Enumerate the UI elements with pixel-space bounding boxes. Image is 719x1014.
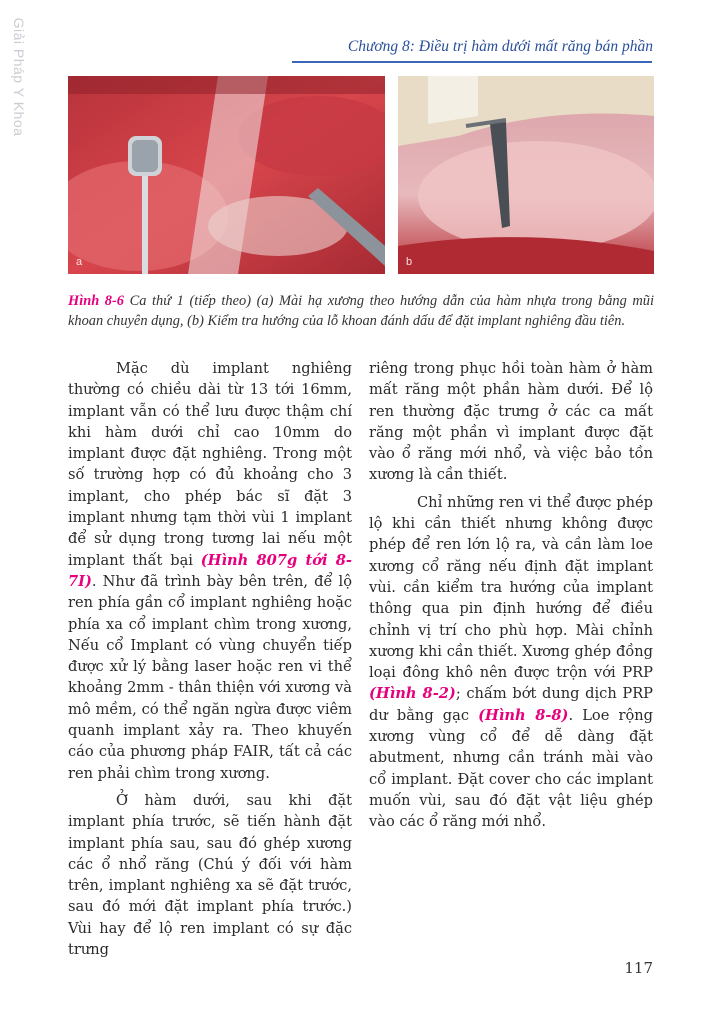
figure-reference-link[interactable]: (Hình 8-2) — [369, 685, 456, 703]
body-paragraph — [369, 358, 653, 486]
figure-reference-link[interactable]: (Hình 807g tới 8-7I) — [68, 551, 352, 590]
chapter-title: Chương 8: Điều trị hàm dưới mất răng bán phần — [347, 38, 653, 55]
figure-caption-text: Ca thứ 1 (tiếp theo) (a) Mài hạ xương theo hướng dẫn của hàm nhựa trong bằng mũi khoan chuyên dụng, (b) Kiểm tra hướng của lỗ khoan đánh dấu để đặt implant nghiêng đầu tiên. — [68, 293, 654, 329]
paragraph-text: Chỉ những ren vi thể được phép lộ khi cần thiết nhưng không được phép để ren lớn lộ ra, và cần làm loe xương cổ răng nếu định đặt implant vùi. cần kiểm tra hướng của implant thông qua pin định hướng để điều chỉnh vị trí cho phù hợp. Mài chỉnh xương khi cần thiết. Xương ghép đồng loại đông khô nên được trộn với PRP — [369, 493, 653, 682]
paragraph-text: ; chấm bớt dung dịch PRP dư bằng gạc — [369, 685, 654, 724]
body-paragraph — [369, 492, 653, 833]
body-paragraph — [68, 790, 352, 960]
surgical-photo-b-image — [398, 76, 654, 274]
side-brand-text: Giải Pháp Y Khoa — [11, 17, 27, 137]
body-paragraph — [68, 358, 352, 784]
figure-caption — [68, 291, 654, 331]
body-column-left — [68, 358, 352, 960]
figure-photo-a — [68, 76, 385, 274]
chapter-title-rule — [292, 61, 652, 63]
paragraph-text: . Như đã trình bày bên trên, để lộ ren phía gần cổ implant nghiêng hoặc phía xa cổ implant chìm trong xương, Nếu cổ Implant có vùng chuyển tiếp được xử lý bằng laser hoặc ren vi thể khoảng 2mm - thân thiện với xương và mô mềm, có thể ngăn ngừa được viêm quanh implant xảy ra. Theo khuyến cáo của phương pháp FAIR, tất cả các ren phải chìm trong xương. — [68, 572, 352, 782]
side-brand-watermark — [6, 12, 32, 142]
surgical-photo-a-image — [68, 76, 385, 274]
photo-a-letter: a — [76, 256, 83, 268]
paragraph-text: Mặc dù implant nghiêng thường có chiều dài từ 13 tới 16mm, implant vẫn có thể lưu được thậm chí khi hàm dưới chỉ cao 10mm do implant được đặt nghiêng. Trong một số trường hợp có đủ khoảng cho 3 implant, cho phép bác sĩ đặt 3 implant nhưng tạm thời vùi 1 implant để sử dụng trong tương lai nếu một implant thất bại — [68, 360, 352, 569]
body-column-right — [369, 358, 653, 833]
figure-photo-b — [398, 76, 654, 274]
paragraph-text: . Loe rộng xương vùng cổ để dễ dàng đặt abutment, nhưng cần tránh mài vào cổ implant. Đặt cover cho các implant muốn vùi, sau đó đặt vật liệu ghép vào các ổ răng mới nhổ. — [369, 706, 653, 831]
photo-b-letter: b — [406, 256, 413, 268]
figure-reference-link[interactable]: (Hình 8-8) — [478, 706, 569, 724]
paragraph-text: riêng trong phục hồi toàn hàm ở hàm mất răng một phần hàm dưới. Để lộ ren thường đặc trưng ở các ca mất răng một phần vì implant được đặt vào ổ răng mới nhổ, và việc bảo tồn xương là cần thiết. — [369, 360, 653, 484]
page-number: 117 — [624, 959, 653, 977]
figure-caption-label: Hình 8-6 — [68, 293, 124, 309]
paragraph-text: Ở hàm dưới, sau khi đặt implant phía trước, sẽ tiến hành đặt implant phía sau, sau đó ghép xương các ổ nhổ răng (Chú ý đối với hàm trên, implant nghiêng xa sẽ đặt trước, sau đó mới đặt implant phía trước.) Vùi hay để lộ ren implant có sự đặc trưng — [68, 791, 352, 959]
